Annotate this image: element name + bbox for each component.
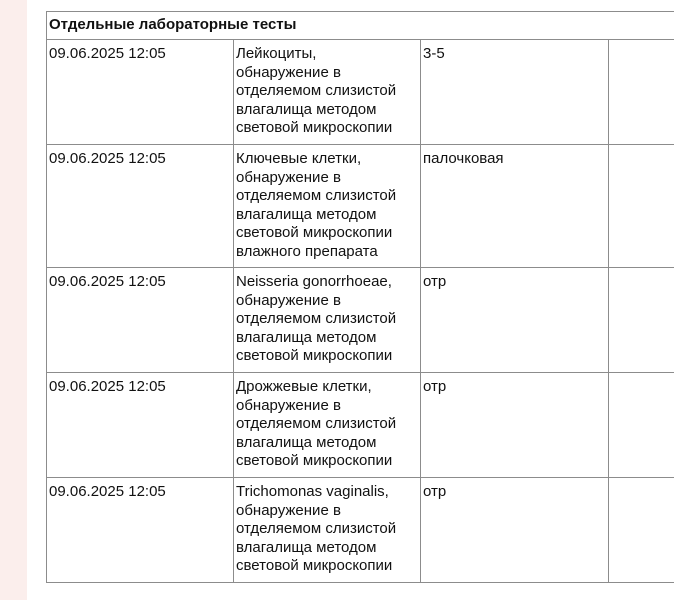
test-name-line: отделяемом слизистой bbox=[236, 187, 397, 204]
result-cell: отр bbox=[421, 268, 609, 373]
datetime-cell: 09.06.2025 12:05 bbox=[47, 145, 234, 268]
test-name-line: световой микроскопии bbox=[236, 347, 393, 364]
test-name-line: Trichomonas vaginalis, bbox=[236, 483, 389, 500]
datetime-cell: 09.06.2025 12:05 bbox=[47, 268, 234, 373]
test-name-line: влагалища методом bbox=[236, 538, 377, 556]
test-name-line: световой микроскопии bbox=[236, 119, 393, 136]
result-cell: отр bbox=[421, 373, 609, 478]
test-name-line: отделяемом слизистой bbox=[236, 520, 397, 537]
test-name-cell bbox=[234, 40, 421, 145]
test-name-line: обнаружение в bbox=[236, 291, 341, 309]
result-cell: отр bbox=[421, 478, 609, 583]
test-name-line: влагалища методом bbox=[236, 100, 377, 118]
test-name-cell bbox=[234, 478, 421, 583]
test-name-line: Дрожжевые клетки, bbox=[236, 378, 372, 395]
test-name-line: обнаружение в bbox=[236, 501, 341, 519]
test-name-cell bbox=[234, 145, 421, 268]
test-name-line: отделяемом слизистой bbox=[236, 310, 397, 327]
table-row bbox=[47, 478, 674, 583]
test-name-line: влагалища методом bbox=[236, 328, 377, 346]
test-name-line: световой микроскопии bbox=[236, 224, 393, 241]
test-name-line: Лейкоциты, bbox=[236, 45, 317, 62]
datetime-cell: 09.06.2025 12:05 bbox=[47, 40, 234, 145]
table-row bbox=[47, 373, 674, 478]
datetime-cell: 09.06.2025 12:05 bbox=[47, 478, 234, 583]
datetime-cell: 09.06.2025 12:05 bbox=[47, 373, 234, 478]
lab-tests-table bbox=[46, 11, 674, 583]
result-cell: 3-5 bbox=[421, 40, 609, 145]
empty-cell bbox=[609, 478, 674, 583]
test-name-line: обнаружение в bbox=[236, 396, 341, 414]
test-name-line: влагалища методом bbox=[236, 433, 377, 451]
empty-cell bbox=[609, 268, 674, 373]
table-row bbox=[47, 268, 674, 373]
section-title: Отдельные лабораторные тесты bbox=[47, 12, 674, 40]
result-cell: палочковая bbox=[421, 145, 609, 268]
empty-cell bbox=[609, 373, 674, 478]
test-name-line: влагалища методом bbox=[236, 205, 377, 223]
test-name-line: влажного препарата bbox=[236, 242, 378, 260]
test-name-cell bbox=[234, 373, 421, 478]
section-header-row bbox=[47, 12, 674, 40]
table-row bbox=[47, 145, 674, 268]
test-name-line: отделяемом слизистой bbox=[236, 415, 397, 432]
test-name-line: отделяемом слизистой bbox=[236, 82, 397, 99]
empty-cell bbox=[609, 145, 674, 268]
table-row bbox=[47, 40, 674, 145]
test-name-line: Ключевые клетки, bbox=[236, 150, 362, 167]
empty-cell bbox=[609, 40, 674, 145]
test-name-line: Neisseria gonorrhoeae, bbox=[236, 273, 392, 290]
test-name-line: обнаружение в bbox=[236, 63, 341, 81]
test-name-line: обнаружение в bbox=[236, 168, 341, 186]
test-name-cell bbox=[234, 268, 421, 373]
test-name-line: световой микроскопии bbox=[236, 452, 393, 469]
test-name-line: световой микроскопии bbox=[236, 557, 393, 574]
